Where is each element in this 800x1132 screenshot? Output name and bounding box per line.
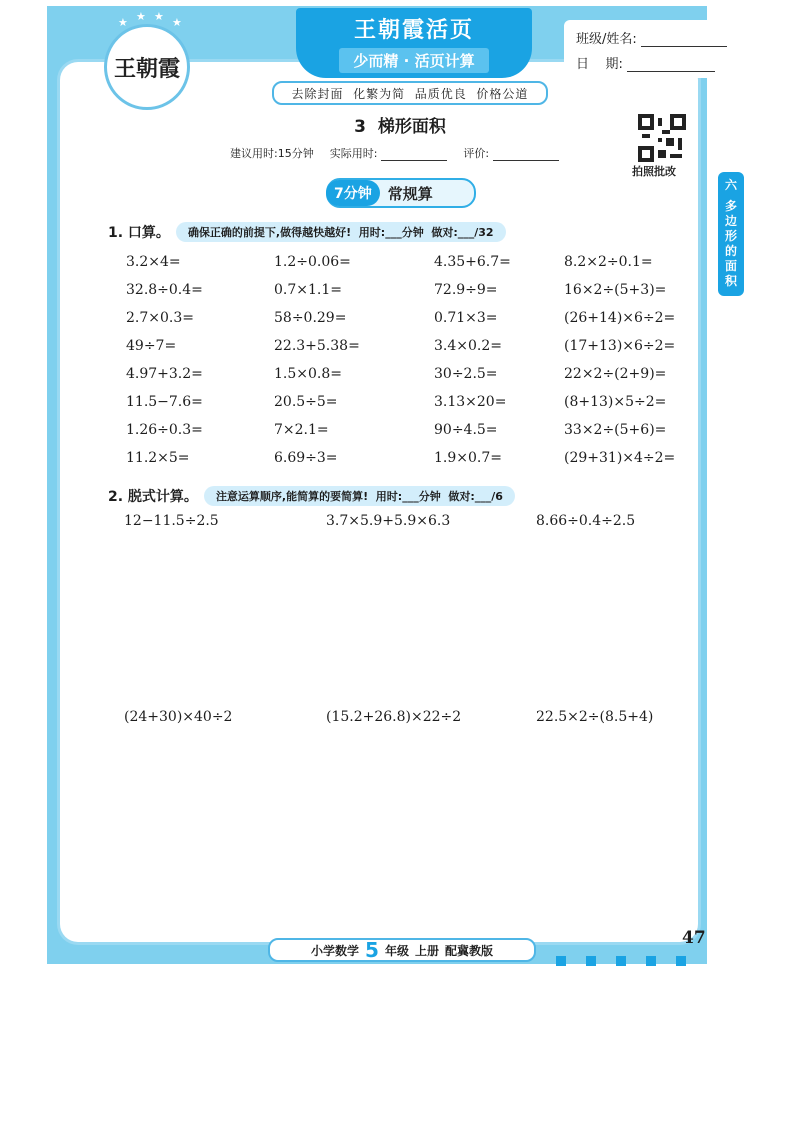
registration-mark xyxy=(586,956,596,966)
footer-bar xyxy=(268,938,536,962)
written-calc-item: 22.5×2÷(8.5+4) xyxy=(536,709,654,725)
question-1-label: 1. 口算。 xyxy=(108,225,170,241)
oral-calc-item: (17+13)×6÷2= xyxy=(564,338,676,354)
oral-calc-item: 11.5−7.6= xyxy=(126,394,203,410)
oral-calc-item: 49÷7= xyxy=(126,338,177,354)
footer-edition: 配冀教版 xyxy=(444,943,493,958)
oral-calc-item: 6.69÷3= xyxy=(274,450,338,466)
oral-calc-item: 22.3+5.38= xyxy=(274,338,360,354)
oral-calc-item: 4.97+3.2= xyxy=(126,366,203,382)
oral-calc-item: 20.5÷5= xyxy=(274,394,338,410)
oral-calc-item: 8.2×2÷0.1= xyxy=(564,254,653,270)
lesson-title: 3 梯形面积 xyxy=(354,117,446,137)
oral-calc-item: 3.4×0.2= xyxy=(434,338,502,354)
footer-grade-number: 5 xyxy=(365,938,379,962)
oral-calc-item: 1.9×0.7= xyxy=(434,450,502,466)
oral-calc-item: 1.5×0.8= xyxy=(274,366,342,382)
registration-mark xyxy=(646,956,656,966)
oral-calc-item: 3.13×20= xyxy=(434,394,507,410)
written-calc-item: (15.2+26.8)×22÷2 xyxy=(326,709,462,725)
footer-volume: 上册 xyxy=(414,943,439,958)
oral-calc-item: 72.9÷9= xyxy=(434,282,498,298)
side-tab-char: 面 xyxy=(724,259,737,273)
oral-calc-item: (29+31)×4÷2= xyxy=(564,450,676,466)
written-calc-item: (24+30)×40÷2 xyxy=(124,709,233,725)
registration-mark xyxy=(676,956,686,966)
question-2-header xyxy=(108,486,515,506)
logo-text: 王朝霞 xyxy=(113,55,180,82)
brand-title: 王朝霞活页 xyxy=(353,18,474,43)
oral-calc-item: 0.7×1.1= xyxy=(274,282,342,298)
question-2-label: 2. 脱式计算。 xyxy=(108,489,198,505)
star-icon: ★ xyxy=(118,16,128,29)
oral-calc-item: 32.8÷0.4= xyxy=(126,282,203,298)
question-1-header xyxy=(108,222,506,242)
oral-calc-item: 11.2×5= xyxy=(126,450,190,466)
brand-subtitle: 少而精 · 活页计算 xyxy=(339,48,488,73)
section-name: 常规算 xyxy=(387,184,433,203)
footer-grade-label: 年级 xyxy=(384,943,409,958)
name-field[interactable] xyxy=(641,34,727,47)
question-1-tip: 确保正确的前提下,做得越快越好! 用时:___分钟 做对:___/32 xyxy=(176,222,506,242)
oral-calc-item: (8+13)×5÷2= xyxy=(564,394,667,410)
date-row xyxy=(576,53,715,72)
written-calc-item: 8.66÷0.4÷2.5 xyxy=(536,513,636,529)
chapter-side-tab xyxy=(718,172,744,296)
qr-label: 拍照批改 xyxy=(632,165,676,178)
name-label: 班级/姓名: xyxy=(576,32,637,47)
star-icon: ★ xyxy=(136,10,146,23)
written-calc-item: 3.7×5.9+5.9×6.3 xyxy=(326,513,451,529)
side-tab-char: 形 xyxy=(724,229,737,243)
oral-calc-item: 7×2.1= xyxy=(274,422,329,438)
slogan-bar: 去除封面 化繁为简 品质优良 价格公道 xyxy=(272,81,548,105)
written-calc-item: 12−11.5÷2.5 xyxy=(124,513,219,529)
section-header xyxy=(326,178,476,208)
registration-mark xyxy=(616,956,626,966)
oral-calc-item: 16×2÷(5+3)= xyxy=(564,282,667,298)
oral-calc-item: 22×2÷(2+9)= xyxy=(564,366,667,382)
brand-logo xyxy=(104,24,190,110)
oral-calc-item: 33×2÷(5+6)= xyxy=(564,422,667,438)
oral-calc-item: 58÷0.29= xyxy=(274,310,347,326)
name-row xyxy=(576,28,727,47)
evaluation-label: 评价: xyxy=(463,147,490,160)
section-time-badge: 7分钟 xyxy=(326,180,380,206)
side-tab-char: 的 xyxy=(724,244,737,258)
oral-calc-item: 2.7×0.3= xyxy=(126,310,194,326)
star-icon: ★ xyxy=(172,16,182,29)
student-info-box xyxy=(564,20,734,78)
side-tab-char: 六 xyxy=(724,178,737,192)
date-field[interactable] xyxy=(627,59,715,72)
brand-banner xyxy=(296,8,532,78)
qr-code-icon[interactable] xyxy=(638,114,686,162)
oral-calc-item: (26+14)×6÷2= xyxy=(564,310,676,326)
star-icon: ★ xyxy=(154,10,164,23)
evaluation-field[interactable] xyxy=(493,150,559,161)
side-tab-char: 多 xyxy=(724,199,737,213)
oral-calc-grid xyxy=(126,254,686,466)
oral-calc-item: 1.2÷0.06= xyxy=(274,254,351,270)
registration-mark xyxy=(556,956,566,966)
suggested-time: 建议用时:15分钟 xyxy=(230,147,314,160)
oral-calc-item: 3.2×4= xyxy=(126,254,181,270)
oral-calc-item: 0.71×3= xyxy=(434,310,498,326)
page-number: 47 xyxy=(682,928,706,948)
oral-calc-item: 30÷2.5= xyxy=(434,366,498,382)
date-label: 日 期: xyxy=(576,57,623,72)
lesson-meta xyxy=(230,145,571,161)
side-tab-char: 边 xyxy=(724,214,737,228)
side-tab-char: 积 xyxy=(724,274,737,288)
oral-calc-item: 4.35+6.7= xyxy=(434,254,511,270)
footer-subject: 小学数学 xyxy=(311,943,360,958)
oral-calc-item: 1.26÷0.3= xyxy=(126,422,203,438)
oral-calc-item: 90÷4.5= xyxy=(434,422,498,438)
actual-time-label: 实际用时: xyxy=(329,147,378,160)
question-2-tip: 注意运算顺序,能简算的要简算! 用时:___分钟 做对:___/6 xyxy=(204,486,515,506)
actual-time-field[interactable] xyxy=(381,150,447,161)
